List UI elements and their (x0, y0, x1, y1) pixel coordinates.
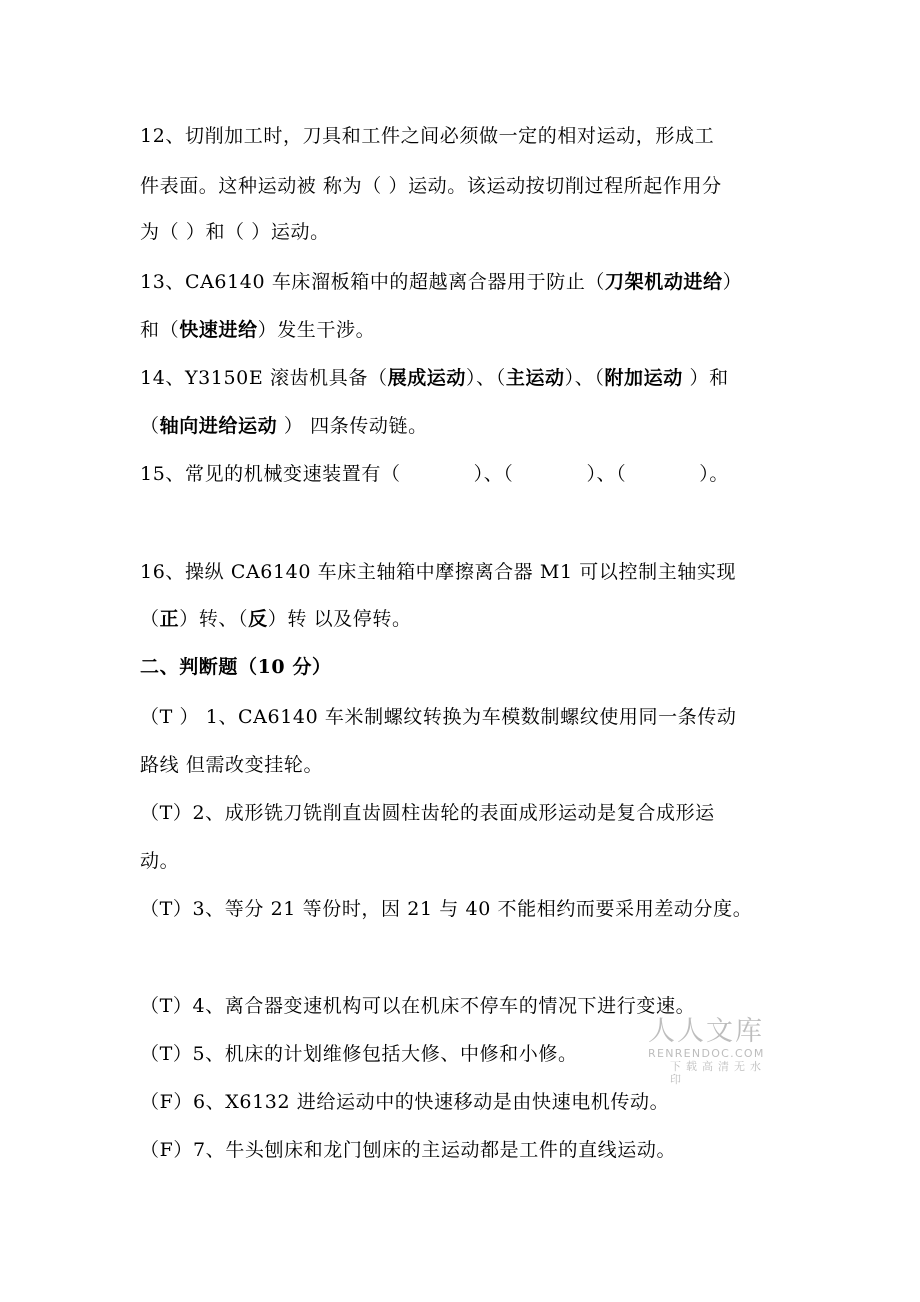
judgment-1-line-2: 路线 但需改变挂轮。 (140, 754, 324, 776)
q13-line-1 (140, 270, 742, 294)
q13-prefix: 13、CA6140 车床溜板箱中的超越离合器用于防止（ (140, 271, 606, 293)
q14-sep-2: ）、（ (564, 367, 605, 389)
q13-line-2 (140, 318, 375, 342)
q16-line-2 (140, 607, 412, 631)
q14-open-4: （ (140, 415, 160, 437)
q16-answer-1: 正 (159, 608, 180, 630)
q16-suffix: ）转 以及停转。 (267, 608, 412, 630)
q12-line-2: 件表面。这种运动被 称为（ ）运动。该运动按切削过程所起作用分 (140, 175, 722, 197)
q14-answer-2: 主运动 (505, 367, 565, 389)
judgment-5: （T）5、机床的计划维修包括大修、中修和小修。 (140, 1043, 578, 1065)
q13-mid: 和（ (140, 319, 180, 341)
q13-close-1: ） (722, 271, 743, 293)
q14-prefix: 14、Y3150E 滚齿机具备（ (140, 367, 388, 389)
q16-open-1: （ (140, 608, 160, 630)
judgment-2-line-1: （T）2、成形铣刀铣削直齿圆柱齿轮的表面成形运动是复合成形运 (140, 802, 715, 824)
watermark-note: 下载高清无水印 (670, 1060, 766, 1086)
q14-suffix: ） 四条传动链。 (277, 415, 428, 437)
q14-answer-1: 展成运动 (387, 367, 466, 389)
q14-sep-3: ）和 (682, 367, 729, 389)
judgment-1-line-1: （T ） 1、CA6140 车米制螺纹转换为车模数制螺纹使用同一条传动 (140, 706, 737, 728)
q13-answer-2: 快速进给 (179, 319, 258, 341)
q14-line-1 (140, 366, 729, 390)
q12-line-3: 为（ ）和（ ）运动。 (140, 221, 330, 243)
q14-answer-3: 附加运动 (604, 367, 683, 389)
q16-sep-1: ）转、（ (179, 608, 249, 630)
q13-suffix: ）发生干涉。 (257, 319, 376, 341)
judgment-4: （T）4、离合器变速机构可以在机床不停车的情况下进行变速。 (140, 995, 696, 1017)
q15-line: 15、常见的机械变速装置有（ ）、（ ）、（ ）。 (140, 463, 729, 485)
q13-answer-1: 刀架机动进给 (605, 271, 723, 293)
judgment-2-line-2: 动。 (140, 850, 180, 872)
q14-answer-4: 轴向进给运动 (159, 415, 278, 437)
q12-line-1: 12、切削加工时，刀具和工件之间必须做一定的相对运动，形成工 (140, 125, 715, 147)
judgment-7: （F）7、牛头刨床和龙门刨床的主运动都是工件的直线运动。 (140, 1139, 677, 1161)
q16-line-1: 16、操纵 CA6140 车床主轴箱中摩擦离合器 M1 可以控制主轴实现 (140, 561, 737, 583)
q14-line-2 (140, 414, 428, 438)
section-2-title: 二、判断题（10 分） (140, 656, 332, 678)
q16-answer-2: 反 (248, 608, 268, 630)
watermark (648, 1017, 772, 1086)
watermark-domain: RENRENDOC.COM (648, 1047, 765, 1060)
watermark-title: 人人文库 (648, 1016, 764, 1047)
judgment-6: （F）6、X6132 进给运动中的快速移动是由快速电机传动。 (140, 1091, 670, 1113)
q14-sep-1: ）、（ (466, 367, 506, 389)
judgment-3: （T）3、等分 21 等份时，因 21 与 40 不能相约而要采用差动分度。 (140, 898, 753, 920)
